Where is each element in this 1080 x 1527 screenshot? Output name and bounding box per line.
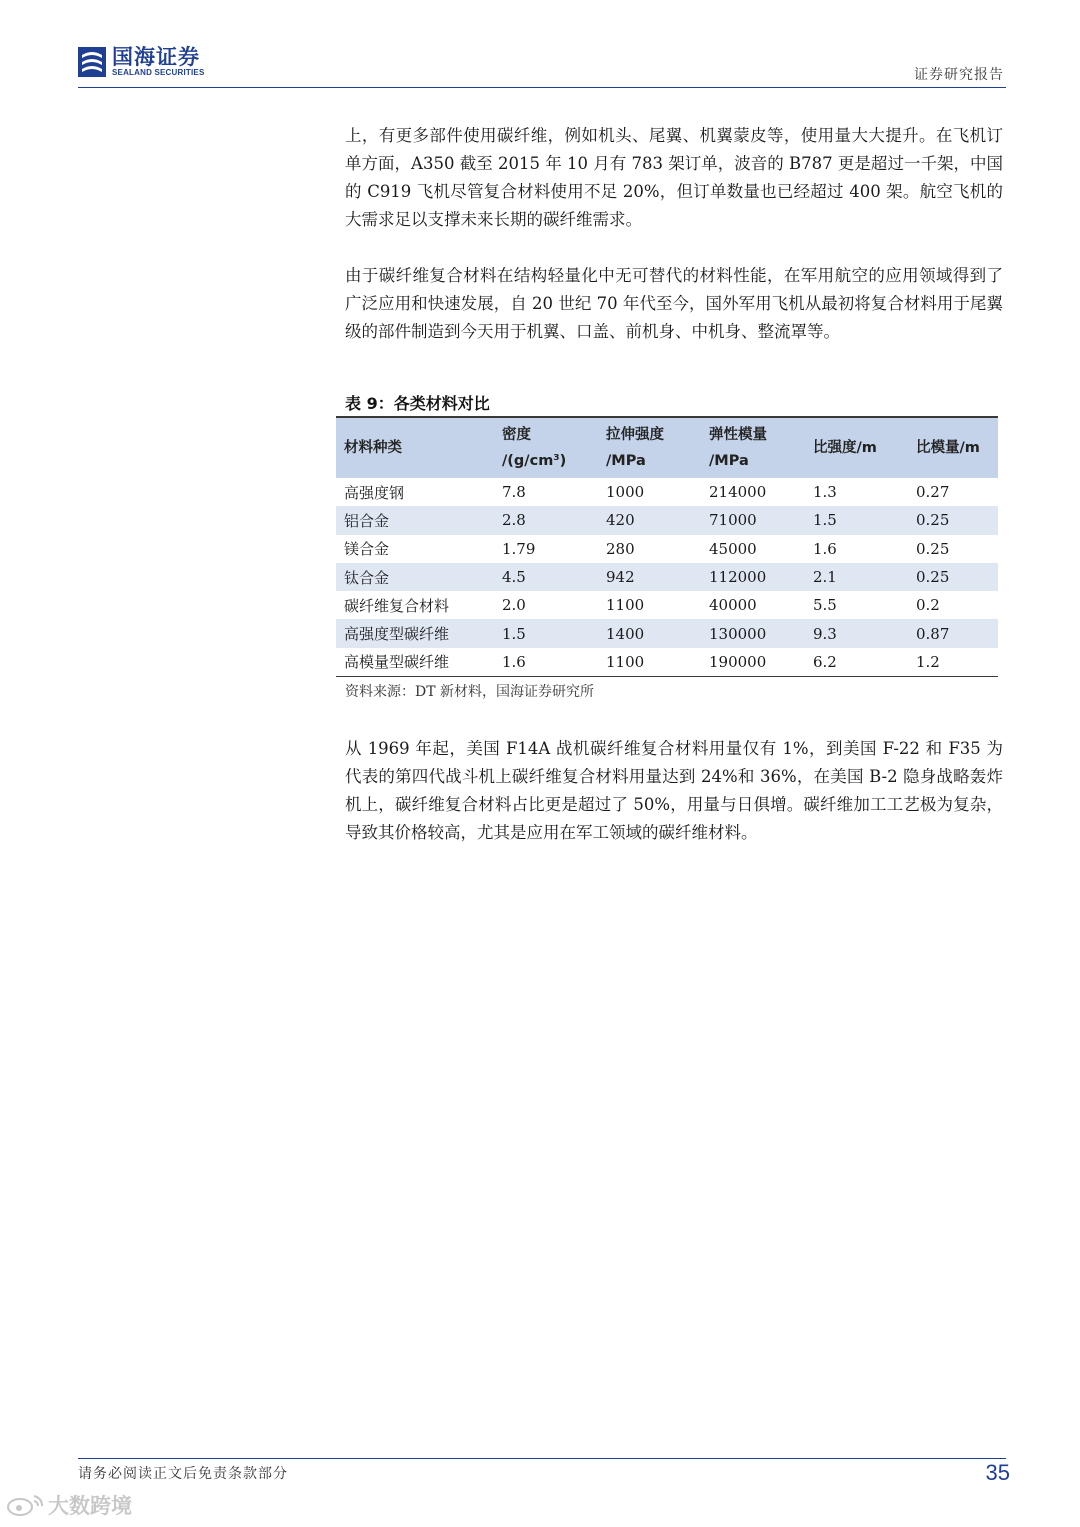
table-cell: 铝合金 bbox=[344, 511, 390, 530]
table-row bbox=[336, 478, 998, 506]
table-row bbox=[336, 506, 998, 534]
table-row bbox=[336, 619, 998, 647]
table-cell: 1000 bbox=[606, 483, 645, 502]
header-density-line2: /(g/cm³) bbox=[502, 453, 567, 469]
materials-comparison-table bbox=[336, 416, 998, 677]
table-cell: 420 bbox=[606, 511, 635, 530]
table-cell: 2.0 bbox=[502, 596, 526, 615]
table-cell: 1100 bbox=[606, 652, 645, 671]
paragraph-fighter-usage: 从 1969 年起，美国 F14A 战机碳纤维复合材料用量仅有 1%，到美国 F-22 和 F35 为代表的第四代战斗机上碳纤维复合材料用量达到 24%和 36%，在美国 B-2 隐身战略轰炸机上，碳纤维复合材料占比更是超过了 50%，用量与日俱增。碳纤维加工工艺极为复杂，导致其价格较高，尤其是应用在军工领域的碳纤维材料。 bbox=[345, 739, 1003, 842]
watermark-text: 大数跨境 bbox=[48, 1494, 132, 1518]
table-cell: 6.2 bbox=[813, 652, 837, 671]
header-density bbox=[494, 417, 598, 478]
table-cell: 1.6 bbox=[502, 652, 526, 671]
table-cell: 0.25 bbox=[916, 568, 950, 587]
table-cell: 214000 bbox=[709, 483, 767, 502]
table-cell: 1.5 bbox=[813, 511, 837, 530]
table-cell: 4.5 bbox=[502, 568, 526, 587]
sealand-logo bbox=[78, 46, 205, 77]
table-cell: 130000 bbox=[709, 624, 767, 643]
table-cell: 1100 bbox=[606, 596, 645, 615]
table-cell: 1.3 bbox=[813, 483, 837, 502]
table-cell: 高模量型碳纤维 bbox=[344, 653, 450, 672]
page-number: 35 bbox=[985, 1460, 1010, 1485]
table-title: 表 9：各类材料对比 bbox=[345, 394, 490, 413]
logo-english-name: SEALAND SECURITIES bbox=[112, 68, 205, 77]
table-cell: 高强度型碳纤维 bbox=[344, 625, 450, 644]
paragraph-aircraft-orders: 上，有更多部件使用碳纤维，例如机头、尾翼、机翼蒙皮等，使用量大大提升。在飞机订单方面，A350 截至 2015 年 10 月有 783 架订单，波音的 B787 更是超过一千架，中国的 C919 飞机尽管复合材料使用不足 20%，但订单数量也已经超过 400 架。航空飞机的大需求足以支撑未来长期的碳纤维需求。 bbox=[345, 126, 1003, 229]
header-tensile-line2: /MPa bbox=[606, 453, 646, 469]
table-cell: 9.3 bbox=[813, 624, 837, 643]
table-cell: 碳纤维复合材料 bbox=[344, 596, 450, 615]
table-cell: 45000 bbox=[709, 539, 757, 558]
page-header bbox=[78, 42, 1006, 88]
table-cell: 1400 bbox=[606, 624, 645, 643]
table-cell: 1.79 bbox=[502, 539, 536, 558]
table-cell: 0.25 bbox=[916, 539, 950, 558]
table-cell: 5.5 bbox=[813, 596, 837, 615]
paragraph-military-aviation: 由于碳纤维复合材料在结构轻量化中无可替代的材料性能，在军用航空的应用领域得到了广泛应用和快速发展，自 20 世纪 70 年代至今，国外军用飞机从最初将复合材料用于尾翼级的部件制造到今天用于机翼、口盖、前机身、中机身、整流罩等。 bbox=[345, 266, 1003, 341]
table-cell: 2.8 bbox=[502, 511, 526, 530]
header-specific-modulus: 比模量/m bbox=[916, 440, 980, 456]
header-divider bbox=[78, 87, 1006, 88]
table-cell: 钛合金 bbox=[344, 568, 390, 587]
table-row bbox=[336, 535, 998, 563]
table-body bbox=[336, 478, 998, 677]
header-material: 材料种类 bbox=[344, 440, 402, 456]
table-cell: 40000 bbox=[709, 596, 757, 615]
table-cell: 1.2 bbox=[916, 652, 940, 671]
footer-disclaimer: 请务必阅读正文后免责条款部分 bbox=[78, 1466, 288, 1482]
header-tensile bbox=[598, 417, 701, 478]
table-cell: 高强度钢 bbox=[344, 483, 405, 502]
watermark bbox=[6, 1490, 132, 1520]
table-cell: 0.25 bbox=[916, 511, 950, 530]
table-cell: 7.8 bbox=[502, 483, 526, 502]
header-modulus bbox=[701, 417, 805, 478]
table-cell: 1.6 bbox=[813, 539, 837, 558]
report-type-label: 证券研究报告 bbox=[914, 67, 1004, 83]
table-cell: 0.2 bbox=[916, 596, 940, 615]
table-cell: 280 bbox=[606, 539, 635, 558]
sealand-logo-icon bbox=[78, 47, 106, 77]
table-row bbox=[336, 648, 998, 677]
table-cell: 镁合金 bbox=[344, 540, 390, 559]
header-specific-strength: 比强度/m bbox=[813, 440, 877, 456]
header-modulus-line1: 弹性模量 bbox=[709, 427, 767, 443]
table-cell: 112000 bbox=[709, 568, 767, 587]
table-cell: 942 bbox=[606, 568, 635, 587]
table-cell: 1.5 bbox=[502, 624, 526, 643]
header-tensile-line1: 拉伸强度 bbox=[606, 427, 664, 443]
weibo-watermark-icon bbox=[6, 1492, 46, 1518]
table-source-note: 资料来源：DT 新材料，国海证券研究所 bbox=[345, 684, 595, 700]
header-density-line1: 密度 bbox=[502, 427, 531, 443]
table-cell: 71000 bbox=[709, 511, 757, 530]
header-modulus-line2: /MPa bbox=[709, 453, 749, 469]
table-cell: 190000 bbox=[709, 652, 767, 671]
table-row bbox=[336, 591, 998, 619]
logo-chinese-name: 国海证券 bbox=[112, 45, 200, 69]
table-row bbox=[336, 563, 998, 591]
table-cell: 0.27 bbox=[916, 483, 950, 502]
table-cell: 0.87 bbox=[916, 624, 950, 643]
footer-divider bbox=[78, 1458, 1006, 1459]
table-cell: 2.1 bbox=[813, 568, 837, 587]
table-header-row bbox=[336, 417, 998, 478]
